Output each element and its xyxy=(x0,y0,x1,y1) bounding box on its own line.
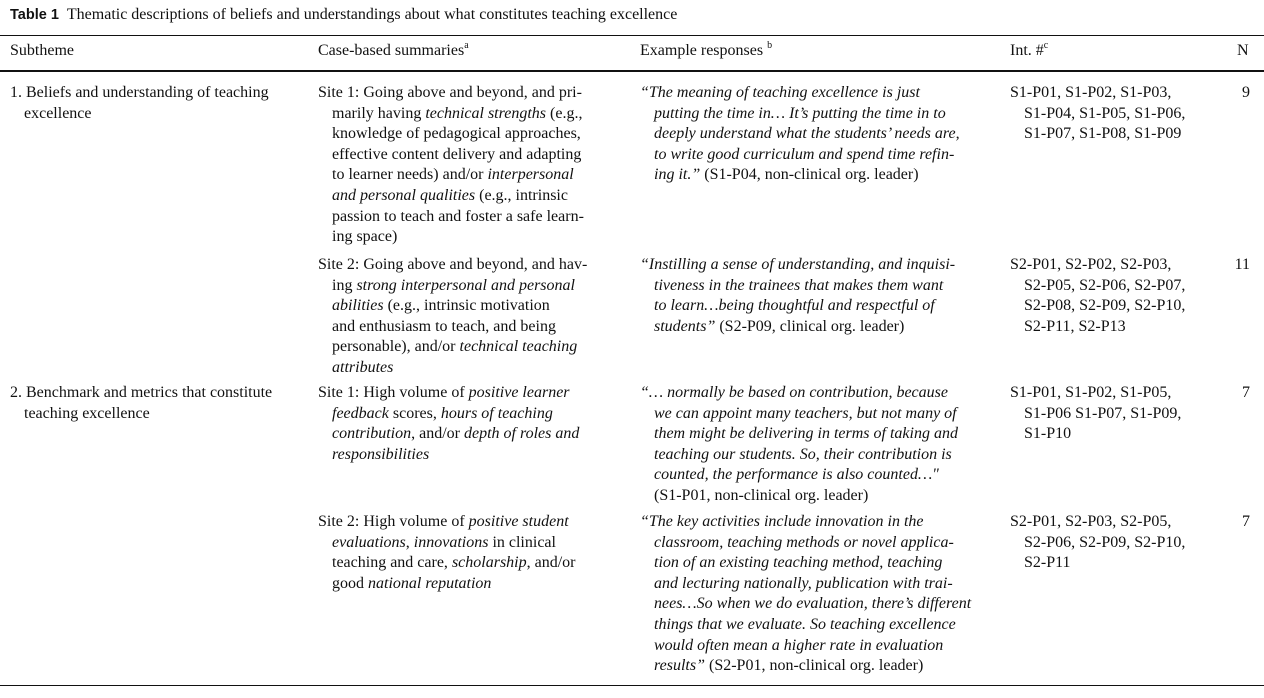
cell-line xyxy=(640,574,971,595)
cell-line xyxy=(318,83,584,104)
subtheme-cell xyxy=(10,383,272,424)
italic-text: we can appoint many teachers, but not many of xyxy=(654,404,957,422)
text: Site 1: Going above and beyond, and pri- xyxy=(318,84,582,101)
interview-ids-cell xyxy=(1010,512,1185,574)
italic-text: “The meaning of teaching excellence is just xyxy=(640,84,920,101)
cell-line xyxy=(1242,83,1250,104)
italic-text: them might be delivering in terms of taking and xyxy=(654,425,958,443)
n-count-cell xyxy=(1235,255,1250,276)
text: S1-P07, S1-P08, S1-P09 xyxy=(1024,125,1182,143)
cell-line xyxy=(1010,533,1185,554)
cell-line xyxy=(318,512,575,533)
text: 11 xyxy=(1234,256,1250,273)
bottom-rule xyxy=(0,685,1264,686)
text: S2-P05, S2-P06, S2-P07, xyxy=(1024,276,1186,294)
n-count-cell xyxy=(1242,512,1250,533)
italic-text: positive learner xyxy=(468,384,570,401)
text: teaching and care, xyxy=(332,554,452,572)
cell-line xyxy=(318,383,579,404)
cell-line xyxy=(640,533,971,554)
text: S2-P01, S2-P02, S2-P03, xyxy=(1010,256,1172,273)
text: passion to teach and foster a safe learn- xyxy=(332,207,584,225)
header-case-summaries: Case-based summaries$^a$ xyxy=(318,40,469,59)
text: knowledge of pedagogical approaches, xyxy=(332,125,581,143)
cell-line xyxy=(1010,296,1185,317)
italic-text: and lecturing nationally, publication with trai- xyxy=(654,574,953,592)
text: 1. Beliefs and understanding of teaching xyxy=(10,84,269,101)
cell-line xyxy=(1242,383,1250,404)
text: S2-P11 xyxy=(1024,554,1071,572)
cell-line xyxy=(1010,317,1185,338)
cell-line xyxy=(1010,124,1185,145)
cell-line xyxy=(640,383,958,404)
italic-text: contribution xyxy=(332,425,412,443)
cell-line xyxy=(318,553,575,574)
text: (S1-P04, non-clinical org. leader) xyxy=(700,166,919,184)
cell-line xyxy=(1235,255,1250,276)
text: S1-P01, S1-P02, S1-P03, xyxy=(1010,84,1172,101)
text: excellence xyxy=(24,104,92,122)
italic-text: “The key activities include innovation in the xyxy=(640,513,924,530)
italic-text: responsibilities xyxy=(332,445,430,463)
cell-line xyxy=(640,255,955,276)
cell-line xyxy=(640,512,971,533)
cell-line xyxy=(318,165,584,186)
cell-line xyxy=(318,186,584,207)
example-response-cell xyxy=(640,83,960,186)
italic-text: tion of an existing teaching method, teaching xyxy=(654,554,943,572)
interview-ids-cell xyxy=(1010,83,1185,145)
text: S1-P04, S1-P05, S1-P06, xyxy=(1024,104,1186,122)
italic-text: would often mean a higher rate in evaluation xyxy=(654,636,944,654)
cell-line xyxy=(640,553,971,574)
cell-line xyxy=(318,227,584,248)
text: (S1-P01, non-clinical org. leader) xyxy=(654,486,869,504)
cell-line xyxy=(1010,276,1185,297)
text: (S2-P09, clinical org. leader) xyxy=(715,317,905,335)
text: S2-P11, S2-P13 xyxy=(1024,317,1126,335)
cell-line xyxy=(640,124,960,145)
italic-text: tiveness in the trainees that makes them want xyxy=(654,276,944,294)
cell-line xyxy=(1010,512,1185,533)
text: , and/or xyxy=(411,425,464,443)
cell-line xyxy=(640,317,955,338)
cell-line xyxy=(640,656,971,677)
text: to learner needs) and/or xyxy=(332,166,488,184)
italic-text: evaluations xyxy=(332,533,406,551)
text: S1-P06 S1-P07, S1-P09, xyxy=(1024,404,1182,422)
text: in clinical xyxy=(488,533,556,551)
subtheme-cell xyxy=(10,83,269,124)
italic-text: interpersonal xyxy=(487,166,574,184)
cell-line xyxy=(640,594,971,615)
case-summary-cell xyxy=(318,383,579,465)
italic-text: scholarship xyxy=(451,554,527,572)
cell-line xyxy=(1010,383,1181,404)
cell-line xyxy=(640,83,960,104)
text: S1-P10 xyxy=(1024,425,1072,443)
text: S1-P01, S1-P02, S1-P05, xyxy=(1010,384,1172,401)
italic-text: attributes xyxy=(332,358,394,376)
cell-line xyxy=(318,404,579,425)
text: teaching excellence xyxy=(24,404,150,422)
cell-line xyxy=(318,574,575,595)
text: 7 xyxy=(1242,513,1250,530)
text: 9 xyxy=(1242,84,1250,101)
cell-line xyxy=(640,165,960,186)
text: and enthusiasm to teach, and being xyxy=(332,317,556,335)
cell-line xyxy=(640,404,958,425)
header-subtheme: Subtheme xyxy=(10,42,74,59)
header-interview-numbers: Int. #$^c$ xyxy=(1010,40,1049,59)
example-response-cell xyxy=(640,255,955,337)
cell-line xyxy=(318,255,587,276)
text: good xyxy=(332,574,368,592)
italic-text: feedback xyxy=(332,404,389,422)
table-title: Thematic descriptions of beliefs and understandings about what constitutes teaching excellence xyxy=(66,6,678,23)
cell-line xyxy=(318,124,584,145)
cell-line xyxy=(1010,255,1185,276)
text: marily having xyxy=(332,104,426,122)
text: scores, xyxy=(388,404,441,422)
text: , xyxy=(405,533,414,551)
text: S2-P01, S2-P03, S2-P05, xyxy=(1010,513,1172,530)
example-response-cell xyxy=(640,512,971,677)
cell-line xyxy=(640,445,958,466)
text: 2. Benchmark and metrics that constitute xyxy=(10,384,273,401)
text: (e.g., xyxy=(546,104,583,122)
interview-ids-cell xyxy=(1010,383,1181,445)
table-label: Table 1 xyxy=(10,7,59,23)
text: Site 2: High volume of xyxy=(318,513,469,530)
italic-text: putting the time in… It’s putting the time in to xyxy=(654,104,946,122)
italic-text: innovations xyxy=(413,533,489,551)
cell-line xyxy=(1010,553,1185,574)
italic-text: “Instilling a sense of understanding, and inquisi- xyxy=(640,256,956,273)
interview-ids-cell xyxy=(1010,255,1185,337)
text: Site 2: Going above and beyond, and hav- xyxy=(318,256,588,273)
cell-line xyxy=(318,296,587,317)
text: (e.g., intrinsic motivation xyxy=(383,297,550,315)
italic-text: counted, the performance is also counted…" xyxy=(654,466,939,484)
italic-text: results” xyxy=(654,657,705,675)
cell-line xyxy=(640,636,971,657)
cell-line xyxy=(10,383,272,404)
text: , and/or xyxy=(526,554,576,572)
header-n: N xyxy=(1237,42,1249,59)
italic-text: abilities xyxy=(332,297,384,315)
cell-line xyxy=(1010,104,1185,125)
cell-line xyxy=(318,424,579,445)
italic-text: positive student xyxy=(468,513,569,530)
cell-line xyxy=(640,296,955,317)
cell-line xyxy=(640,486,958,507)
cell-line xyxy=(1010,404,1181,425)
cell-line xyxy=(10,83,269,104)
cell-line xyxy=(318,207,584,228)
cell-line xyxy=(1010,424,1181,445)
cell-line xyxy=(318,533,575,554)
cell-line xyxy=(640,145,960,166)
text: Site 1: High volume of xyxy=(318,384,469,401)
italic-text: and personal qualities xyxy=(332,186,476,204)
cell-line xyxy=(640,104,960,125)
italic-text: hours of teaching xyxy=(440,404,553,422)
text: effective content delivery and adapting xyxy=(332,145,582,163)
italic-text: to write good curriculum and spend time refin- xyxy=(654,145,955,163)
text: 7 xyxy=(1242,384,1250,401)
text: S2-P08, S2-P09, S2-P10, xyxy=(1024,297,1186,315)
text: personable), and/or xyxy=(332,338,460,356)
table-caption xyxy=(10,6,677,24)
cell-line xyxy=(640,276,955,297)
italic-text: to learn…being thoughtful and respectful of xyxy=(654,297,935,315)
cell-line xyxy=(318,145,584,166)
n-count-cell xyxy=(1242,383,1250,404)
cell-line xyxy=(640,424,958,445)
cell-line xyxy=(318,104,584,125)
italic-text: strong interpersonal and personal xyxy=(356,276,575,294)
cell-line xyxy=(640,615,971,636)
italic-text: ing it.” xyxy=(654,166,701,184)
text: S2-P06, S2-P09, S2-P10, xyxy=(1024,533,1186,551)
cell-line xyxy=(318,317,587,338)
italic-text: teaching our students. So, their contribution is xyxy=(654,445,952,463)
cell-line xyxy=(318,337,587,358)
cell-line xyxy=(640,465,958,486)
text: ing xyxy=(332,276,357,294)
example-response-cell xyxy=(640,383,958,507)
cell-line xyxy=(10,104,269,125)
italic-text: depth of roles and xyxy=(463,425,580,443)
italic-text: classroom, teaching methods or novel applica- xyxy=(654,533,954,551)
italic-text: technical strengths xyxy=(425,104,547,122)
top-rule xyxy=(0,35,1264,36)
italic-text: national reputation xyxy=(368,574,492,592)
text: ing space) xyxy=(332,228,398,246)
cell-line xyxy=(318,358,587,379)
case-summary-cell xyxy=(318,83,584,248)
cell-line xyxy=(1010,83,1185,104)
cell-line xyxy=(10,404,272,425)
case-summary-cell xyxy=(318,512,575,594)
italic-text: nees…So when we do evaluation, there’s different xyxy=(654,595,972,613)
italic-text: things that we evaluate. So teaching excellence xyxy=(654,615,956,633)
header-example-responses: Example responses $^b$ xyxy=(640,40,773,59)
cell-line xyxy=(318,276,587,297)
italic-text: students” xyxy=(654,317,716,335)
header-rule xyxy=(0,70,1264,72)
italic-text: deeply understand what the students’ needs are, xyxy=(654,125,960,143)
italic-text: technical teaching xyxy=(459,338,578,356)
cell-line xyxy=(318,445,579,466)
italic-text: “… normally be based on contribution, because xyxy=(640,384,948,401)
text: (e.g., intrinsic xyxy=(475,186,568,204)
n-count-cell xyxy=(1242,83,1250,104)
text: (S2-P01, non-clinical org. leader) xyxy=(704,657,924,675)
case-summary-cell xyxy=(318,255,587,379)
cell-line xyxy=(1242,512,1250,533)
